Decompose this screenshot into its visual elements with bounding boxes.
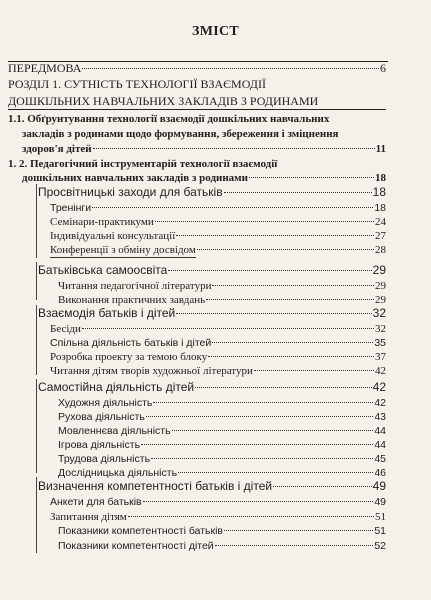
toc-item[interactable] — [58, 525, 386, 538]
toc-leader-dots — [206, 299, 374, 300]
toc-entry-label: Анкети для батьків — [50, 496, 142, 508]
toc-leader-dots — [224, 192, 372, 193]
toc-entry-label: ПЕРЕДМОВА — [8, 61, 82, 75]
toc-entry-label: Запитання дітям — [50, 511, 127, 523]
toc-entry-section-1-1-last — [22, 143, 386, 156]
toc-group-self-education[interactable] — [38, 264, 386, 277]
toc-leader-dots — [254, 370, 374, 371]
toc-entry-page: 43 — [374, 411, 386, 423]
toc-leader-dots — [128, 516, 374, 517]
toc-entry-label: Індивідуальні консультації — [50, 230, 176, 242]
toc-item[interactable] — [50, 216, 386, 229]
toc-entry-label: здоров'я дітей — [22, 143, 92, 155]
toc-entry-label: Розробка проекту за темою блоку — [50, 351, 208, 363]
toc-entry-page: 46 — [374, 467, 386, 479]
toc-leader-dots — [208, 356, 374, 357]
toc-item[interactable] — [58, 397, 386, 410]
toc-entry-section-1-2[interactable] — [8, 158, 386, 171]
divider-line — [8, 61, 388, 62]
divider-line — [8, 109, 386, 110]
toc-leader-dots — [151, 458, 373, 459]
toc-leader-dots — [178, 472, 373, 473]
toc-item[interactable] — [58, 280, 386, 293]
toc-item[interactable] — [50, 323, 386, 336]
toc-entry-label: Взаємодія батьків і дітей — [38, 306, 176, 320]
toc-leader-dots — [141, 444, 373, 445]
toc-entry-page: 32 — [375, 323, 386, 335]
toc-entry-label: Конференції з обміну досвідом — [50, 244, 196, 256]
toc-entry-page: 42 — [372, 380, 386, 394]
toc-entry-section-1-1[interactable] — [8, 113, 386, 141]
toc-entry-page: 11 — [375, 143, 386, 155]
toc-entry-chapter-1[interactable] — [8, 78, 386, 108]
toc-entry-page: 49 — [372, 479, 386, 493]
toc-group-competence[interactable] — [38, 480, 386, 493]
toc-leader-dots — [195, 387, 372, 388]
toc-leader-dots — [224, 530, 373, 531]
toc-entry-page: 6 — [380, 61, 386, 75]
toc-entry-label: ДОШКІЛЬНИХ НАВЧАЛЬНИХ ЗАКЛАДІВ З РОДИНАМИ — [8, 94, 319, 108]
toc-item[interactable] — [50, 337, 386, 350]
toc-leader-dots — [82, 328, 374, 329]
page-title: ЗМІСТ — [192, 24, 239, 39]
toc-entry-label: Просвітницькі заходи для батьків — [38, 185, 223, 199]
toc-entry-label: закладів з родинами щодо формування, збереження і зміцнення — [22, 128, 339, 140]
toc-entry-page: 29 — [372, 263, 386, 277]
toc-entry-label: Бесіди — [50, 323, 81, 335]
group-bracket — [36, 477, 37, 553]
toc-leader-dots — [82, 68, 379, 69]
toc-entry-label: Читання дітям творів художньої літератури — [50, 365, 253, 377]
toc-leader-dots — [92, 207, 373, 208]
toc-entry-label: Спільна діяльність батьків і дітей — [50, 337, 212, 349]
toc-entry-label: Читання педагогічної літератури — [58, 280, 212, 292]
toc-entry-label: Семінари-практикуми — [50, 216, 154, 228]
toc-entry-page: 51 — [375, 511, 386, 523]
toc-entry-page: 27 — [375, 230, 386, 242]
toc-entry-foreword[interactable] — [8, 62, 386, 75]
toc-entry-label: Рухова діяльність — [58, 411, 145, 423]
toc-entry-page: 29 — [375, 280, 386, 292]
toc-leader-dots — [146, 416, 373, 417]
toc-item[interactable] — [50, 365, 386, 378]
toc-item[interactable] — [50, 496, 386, 509]
toc-entry-label: РОЗДІЛ 1. СУТНІСТЬ ТЕХНОЛОГІЇ ВЗАЄМОДІЇ — [8, 77, 266, 91]
toc-entry-page: 42 — [374, 397, 386, 409]
toc-entry-page: 18 — [372, 185, 386, 199]
toc-entry-label: Показники компетентності дітей — [58, 540, 214, 552]
toc-leader-dots — [212, 285, 374, 286]
toc-item[interactable] — [58, 453, 386, 466]
toc-item[interactable] — [50, 202, 386, 215]
toc-entry-page: 44 — [374, 425, 386, 437]
toc-entry-label: Показники компетентності батьків — [58, 525, 223, 537]
toc-group-independent[interactable] — [38, 381, 386, 394]
toc-entry-label: Дослідницька діяльність — [58, 467, 178, 479]
toc-item[interactable] — [58, 540, 386, 553]
toc-entry-page: 29 — [375, 294, 386, 306]
toc-entry-label: Виконання практичних завдань — [58, 294, 206, 306]
toc-leader-dots — [273, 486, 372, 487]
toc-entry-page: 37 — [375, 351, 386, 363]
group-bracket — [36, 262, 37, 300]
toc-leader-dots — [153, 402, 373, 403]
toc-leader-dots — [143, 501, 374, 502]
toc-entry-page: 35 — [374, 337, 386, 349]
toc-entry-label: Батьківська самоосвіта — [38, 263, 168, 277]
group-bracket — [36, 305, 37, 375]
toc-leader-dots — [172, 430, 374, 431]
toc-entry-page: 44 — [374, 439, 386, 451]
group-bracket — [36, 379, 37, 473]
toc-entry-page: 18 — [375, 172, 386, 184]
toc-entry-label: Самостійна діяльність дітей — [38, 380, 195, 394]
toc-entry-label: 1. 2. Педагогічний інструментарій технології взаємодії — [8, 158, 278, 170]
toc-item[interactable] — [58, 425, 386, 438]
toc-entry-page: 24 — [375, 216, 386, 228]
toc-entry-section-1-2-last — [22, 172, 386, 185]
toc-entry-page: 45 — [374, 453, 386, 465]
toc-item[interactable] — [50, 230, 386, 243]
toc-entry-page: 18 — [374, 202, 386, 214]
toc-group-education[interactable] — [38, 186, 386, 199]
toc-entry-label: Мовленнєва діяльність — [58, 425, 171, 437]
toc-entry-label: Визначення компетентності батьків і дітей — [38, 479, 273, 493]
toc-entry-page: 42 — [375, 365, 386, 377]
toc-item[interactable] — [50, 511, 386, 524]
toc-entry-label: 1.1. Обґрунтування технології взаємодії дошкільних навчальних — [8, 113, 330, 125]
toc-leader-dots — [168, 270, 371, 271]
group-bracket — [36, 184, 37, 258]
toc-leader-dots — [215, 545, 374, 546]
toc-item[interactable] — [50, 351, 386, 364]
toc-entry-label: Художня діяльність — [58, 397, 153, 409]
toc-entry-page: 51 — [374, 525, 386, 537]
toc-entry-label: дошкільних навчальних закладів з родинами — [22, 172, 249, 184]
toc-item[interactable] — [58, 439, 386, 452]
toc-leader-dots — [176, 235, 374, 236]
toc-leader-dots — [155, 221, 374, 222]
toc-group-interaction[interactable] — [38, 307, 386, 320]
toc-entry-page: 52 — [374, 540, 386, 552]
toc-entry-page: 28 — [375, 244, 386, 256]
toc-entry-page: 49 — [374, 496, 386, 508]
toc-leader-dots — [197, 249, 374, 250]
toc-entry-label: Трудова діяльність — [58, 453, 151, 465]
toc-leader-dots — [212, 342, 373, 343]
toc-leader-dots — [93, 148, 375, 149]
toc-entry-page: 32 — [372, 306, 386, 320]
toc-item[interactable] — [50, 244, 386, 258]
toc-item[interactable] — [58, 411, 386, 424]
toc-leader-dots — [176, 313, 371, 314]
toc-entry-label: Тренінги — [50, 202, 92, 214]
toc-entry-label: Ігрова діяльність — [58, 439, 141, 451]
toc-leader-dots — [249, 177, 374, 178]
